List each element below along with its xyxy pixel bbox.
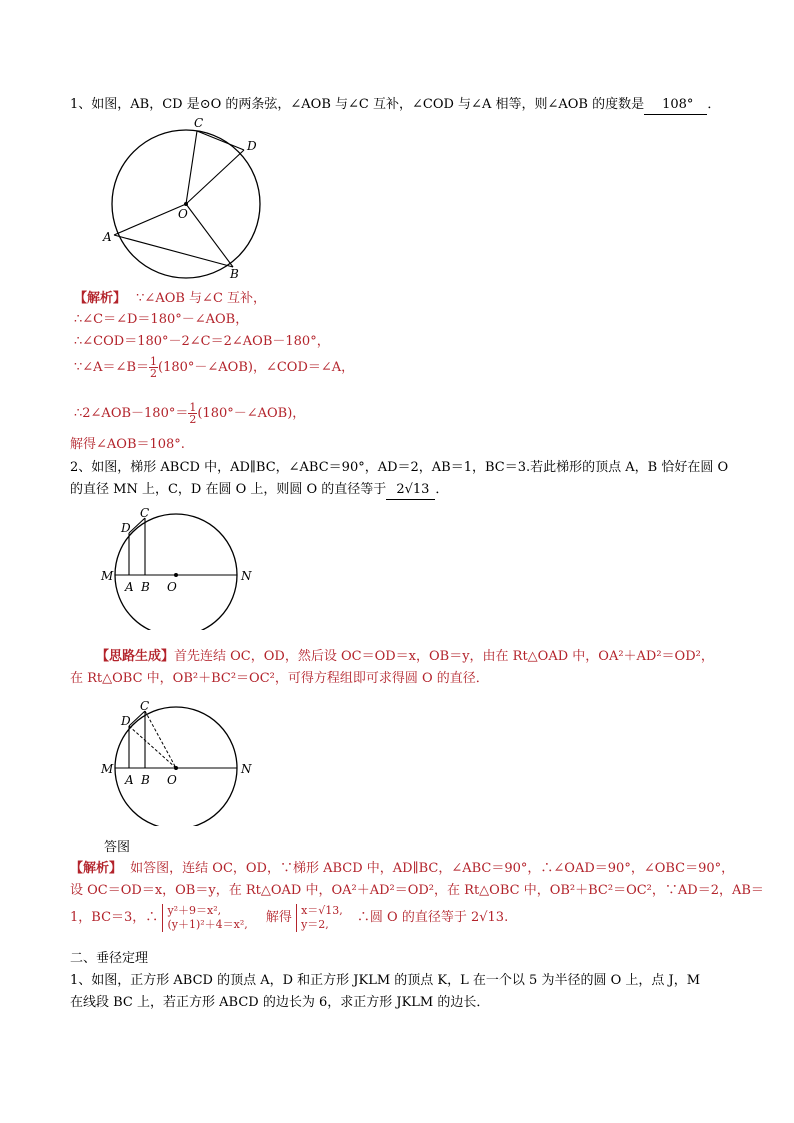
q2-line1: 2、如图，梯形 ABCD 中，AD∥BC，∠ABC＝90°，AD＝2，AB＝1，BC＝3.若此梯形的顶点 A，B 恰好在圆 O xyxy=(70,460,729,475)
q2-ans-label-c: C xyxy=(140,699,150,713)
q2-solution-system xyxy=(296,904,343,932)
q2-answer: 2√13 xyxy=(386,481,435,500)
q2-center-dot xyxy=(174,573,178,577)
q1-chord-cd xyxy=(197,131,244,150)
q2-ans-dashed-od xyxy=(129,726,176,768)
q2-solution-l3-b: 解得 xyxy=(265,910,292,925)
q1-text: 1、如图，AB，CD 是⊙O 的两条弦，∠AOB 与∠C 互补，∠COD 与∠A 相等，则∠AOB 的度数是 xyxy=(70,97,645,112)
q2-circle xyxy=(115,514,237,630)
q2-solution-l3-c: ∴圆 O 的直径等于 2√13. xyxy=(356,910,509,925)
q2-ans-segment-dc xyxy=(129,711,145,726)
q1-solution-l5-pre: ∴2∠AOB－180°＝ xyxy=(74,406,189,421)
q2-hint-tag: 【思路生成】 xyxy=(96,649,175,664)
q2-ans-dashed-oc xyxy=(145,711,176,768)
q2-hint-l1: 首先连结 OC，OD，然后设 OC＝OD＝x，OB＝y，由在 Rt△OAD 中，OA²＋AD²＝OD²， xyxy=(174,649,714,664)
q1-solution-l4-post: (180°－∠AOB)，∠COD＝∠A， xyxy=(158,360,355,375)
q1-end: ． xyxy=(707,97,721,112)
q2-solution-l3-a: 1，BC＝3，∴ xyxy=(70,910,159,925)
q1-label-b: B xyxy=(230,267,239,281)
q2-sys1-row1: y²＋9＝x², xyxy=(167,904,222,917)
q2-equation-system xyxy=(162,904,247,932)
q1-frac-den: 2 xyxy=(150,367,157,380)
q2-ans-label-b: B xyxy=(141,773,150,787)
q2-label-a: A xyxy=(125,580,134,594)
q2-solution-tag: 【解析】 xyxy=(70,861,123,876)
q1-solution-l5-post: (180°－∠AOB)， xyxy=(197,406,306,421)
q1-solution-l2: ∴∠C＝∠D＝180°－∠AOB， xyxy=(74,312,249,327)
q2-label-m: M xyxy=(101,569,114,583)
q1-fraction-half xyxy=(149,356,158,379)
q1-label-c: C xyxy=(194,116,204,130)
q1-frac-num-2: 1 xyxy=(189,401,197,414)
q2-sys2-row2: y＝2, xyxy=(301,918,329,931)
q2-ans-label-a: A xyxy=(125,773,134,787)
q1-radius-oc xyxy=(186,131,197,204)
q2-solution-line3 xyxy=(70,904,508,938)
section2-heading: 二、垂径定理 xyxy=(70,951,149,966)
q2-figure xyxy=(96,505,266,630)
q2-label-d: D xyxy=(121,521,131,535)
q2-label-o: O xyxy=(167,580,177,594)
q1-radius-od xyxy=(186,150,244,204)
q1-chord-ab xyxy=(114,235,233,267)
q1-answer: 108° xyxy=(644,96,707,115)
q2-hint-l2: 在 Rt△OBC 中，OB²＋BC²＝OC²，可得方程组即可求得圆 O 的直径． xyxy=(70,671,489,686)
q1-frac-num: 1 xyxy=(150,355,157,368)
q2-ans-center-dot xyxy=(174,766,178,770)
q1-label-o: O xyxy=(178,207,188,221)
q2-label-b: B xyxy=(141,580,150,594)
q1-solution-l6: 解得∠AOB＝108°. xyxy=(70,437,185,452)
q1-solution-l1: ∵∠AOB 与∠C 互补， xyxy=(136,291,267,306)
q1-solution-l4-pre: ∵∠A＝∠B＝ xyxy=(74,360,149,375)
q1-solution-line4 xyxy=(74,356,354,379)
q2-solution-line1 xyxy=(70,860,734,878)
q2-ans-label-d: D xyxy=(121,714,131,728)
section2-q1-line1: 1、如图，正方形 ABCD 的顶点 A，D 和正方形 JKLM 的顶点 K，L 在一个以 5 为半径的圆 O 上，点 J，M xyxy=(70,973,701,988)
q1-figure xyxy=(100,112,290,282)
q1-label-d: D xyxy=(247,139,257,153)
q1-center-dot xyxy=(184,202,188,206)
q1-radius-oa xyxy=(114,204,186,235)
section2-q1-line2: 在线段 BC 上，若正方形 ABCD 的边长为 6，求正方形 JKLM 的边长． xyxy=(70,995,490,1010)
q1-frac-den-2: 2 xyxy=(189,413,197,426)
q1-solution-line1 xyxy=(74,290,266,308)
q2-solution-l1: 如答图，连结 OC，OD，∵梯形 ABCD 中，AD∥BC，∠ABC＝90°，∴∠OAD＝90°，∠OBC＝90°， xyxy=(130,861,735,876)
q2-ans-label-o: O xyxy=(167,773,177,787)
q2-label-n: N xyxy=(241,569,252,583)
q2-segment-dc xyxy=(129,518,145,533)
q2-sys2-row1: x＝√13, xyxy=(301,904,343,917)
q1-solution-line5 xyxy=(74,402,305,425)
q2-ans-label-m: M xyxy=(101,762,114,776)
q2-label-c: C xyxy=(140,506,150,520)
q1-label-a: A xyxy=(103,230,112,244)
q2-sys1-row2: (y＋1)²＋4＝x², xyxy=(167,918,248,931)
q2-answer-figure xyxy=(96,698,266,826)
q1-solution-l3: ∴∠COD＝180°－2∠C＝2∠AOB－180°， xyxy=(74,334,330,349)
q2-hint-line1 xyxy=(96,648,714,666)
q1-radius-ob xyxy=(186,204,233,267)
q2-solution-l2: 设 OC＝OD＝x，OB＝y，在 Rt△OAD 中，OA²＋AD²＝OD²，在 Rt△OBC 中，OB²＋BC²＝OC²，∵AD＝2，AB＝ xyxy=(70,883,764,898)
q2-figure-caption: 答图 xyxy=(104,840,131,855)
q2-line2 xyxy=(70,481,448,500)
q2-text-line2: 的直径 MN 上，C，D 在圆 O 上，则圆 O 的直径等于 xyxy=(70,482,387,497)
q1-fraction-half-2 xyxy=(188,402,197,425)
q1-solution-tag: 【解析】 xyxy=(74,291,127,306)
q2-end: ． xyxy=(435,482,449,497)
q2-ans-label-n: N xyxy=(241,762,252,776)
